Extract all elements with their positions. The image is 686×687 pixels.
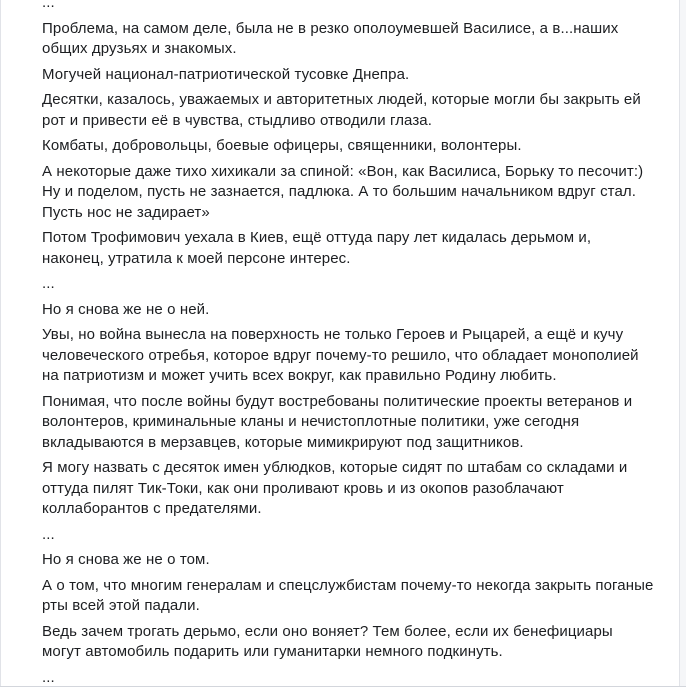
post-paragraph: Могучей национал-патриотической тусовке Днепра. <box>42 65 410 83</box>
post-text <box>1 0 679 687</box>
post-paragraph: А о том, что многим генералам и спецслужбистам почему-то некогда закрыть поганые рты всей этой падали. <box>42 576 654 614</box>
post-paragraph: Комбаты, добровольцы, боевые офицеры, священники, волонтеры. <box>42 137 522 154</box>
post-paragraph: А некоторые даже тихо хихикали за спиной: «Вон, как Василиса, Борьку то песочит:) Ну и поделом, пусть не зазнается, падлюка. А то большим начальником вдруг стал. Пусть нос не задирает» <box>42 162 644 221</box>
post-paragraph: Я могу назвать с десяток имен ублюдков, которые сидят по штабам со складами и оттуда пилят Тик-Токи, как они проливают кровь и из окопов разоблачают коллаборантов с предателями. <box>42 459 628 517</box>
post-paragraph: Понимая, что после войны будут востребованы политические проекты ветеранов и волонтеров, криминальные кланы и нечистоплотные политики, уже сегодня вкладываются в мерзавцев, которые мимикрируют под защитников. <box>42 392 633 451</box>
post-paragraph: Но я снова же не о ней. <box>42 300 210 318</box>
post-paragraph-ellipsis: ... <box>42 525 55 543</box>
post-paragraph: Потом Трофимович уехала в Киев, ещё оттуда пару лет кидалась дерьмом и, наконец, утратила к моей персоне интерес. <box>42 229 592 267</box>
post-paragraph-ellipsis: ... <box>42 668 55 686</box>
post-paragraph-ellipsis: ... <box>42 275 55 292</box>
post-paragraph: Увы, но война вынесла на поверхность не только Героев и Рыцарей, а ещё и кучу человеческого отребья, которое вдруг почему-то решило, что обладает монополией на патриотизм и может учить всех вокруг, как правильно Родину любить. <box>42 326 639 384</box>
post-paragraph: Ведь зачем трогать дерьмо, если оно воняет? Тем более, если их бенефициары могут автомобиль подарить или гуманитарки немного подкинуть. <box>42 622 613 660</box>
post-paragraph: Но я снова же не о том. <box>42 551 210 568</box>
post-paragraph: Десятки, казалось, уважаемых и авторитетных людей, которые могли бы закрыть ей рот и привести её в чувства, стыдливо отводили глаза. <box>42 91 641 129</box>
post-paragraph-ellipsis: ... <box>42 0 55 11</box>
post-paragraph: Проблема, на самом деле, была не в резко ополоумевшей Василисе, а в...наших общих друзьях и знакомых. <box>42 19 619 57</box>
